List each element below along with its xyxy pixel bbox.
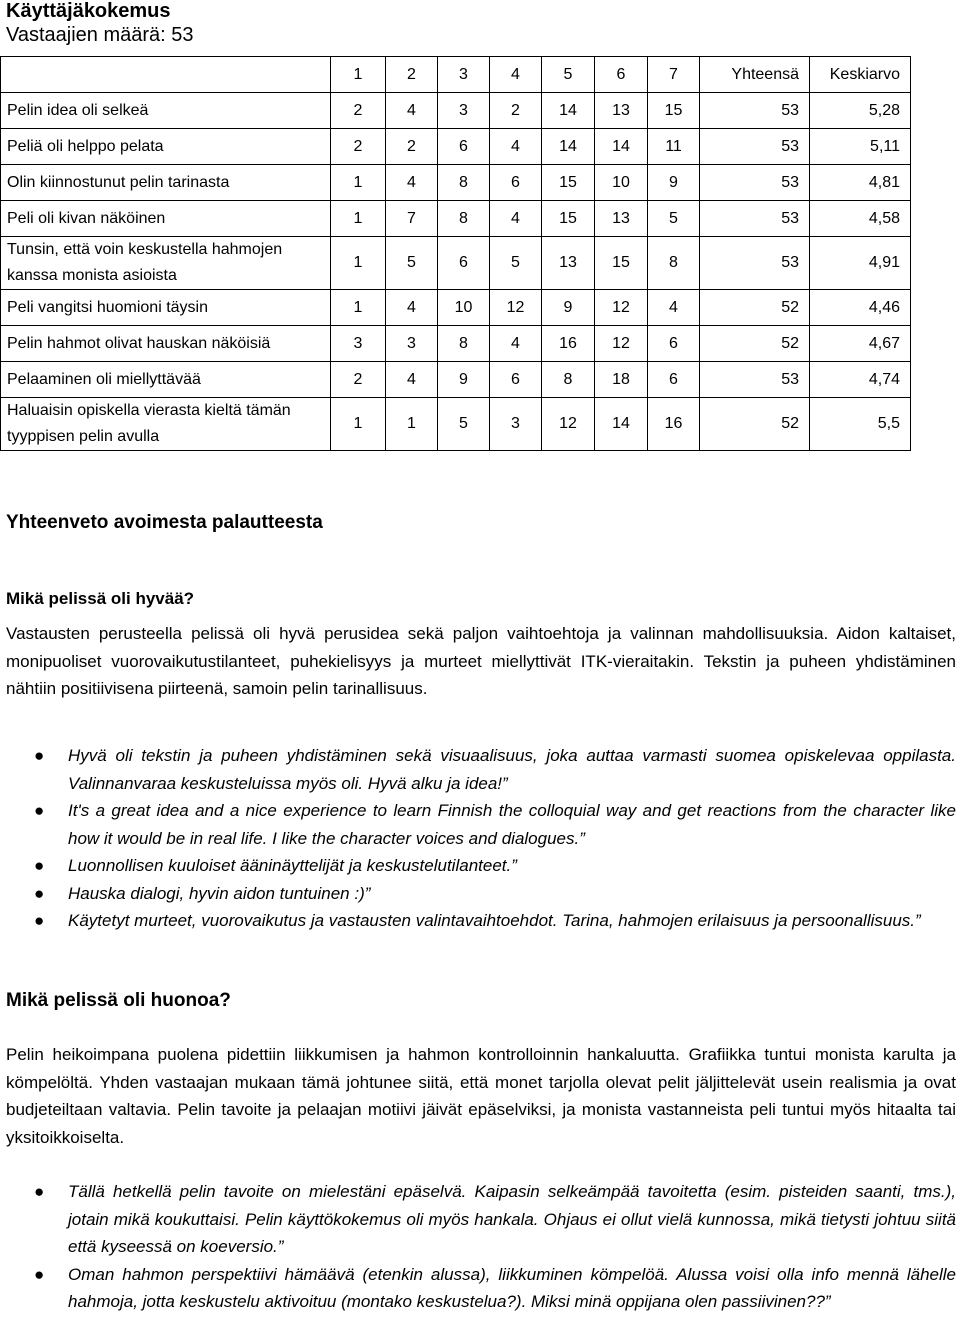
table-row <box>1 129 911 165</box>
good-question-heading: Mikä pelissä oli hyvää? <box>6 589 195 608</box>
quote-list-item <box>0 1178 956 1261</box>
table-row <box>1 93 911 129</box>
header-cell: 6 <box>595 57 648 93</box>
quote-text: Oman hahmon perspektiivi hämäävä (etenkin alussa), liikkuminen kömpelöä. Alussa voisi olla info mennä lähelle hahmoja, jotta keskustelu aktivoituu (montako keskustelua?). Miksi minä oppijana olen passiivinen??” <box>68 1264 956 1311</box>
rating-count-cell: 6 <box>648 326 700 362</box>
rating-count-cell: 15 <box>542 201 595 237</box>
table-header-row <box>1 57 911 93</box>
rating-count-cell: 6 <box>490 165 542 201</box>
rating-count-cell: 5 <box>438 398 490 451</box>
rating-count-cell: 3 <box>331 326 386 362</box>
total-cell: 52 <box>700 398 810 451</box>
bullet-icon: ● <box>34 1264 45 1284</box>
total-cell: 53 <box>700 93 810 129</box>
quote-text: Hauska dialogi, hyvin aidon tuntuinen :)” <box>68 883 371 903</box>
average-cell: 5,11 <box>810 129 911 165</box>
row-label: Tunsin, että voin keskustella hahmojen kanssa monista asioista <box>1 237 331 290</box>
survey-results-table <box>0 56 911 451</box>
average-cell: 4,81 <box>810 165 911 201</box>
quote-list-item <box>0 797 956 852</box>
rating-count-cell: 4 <box>490 129 542 165</box>
rating-count-cell: 8 <box>438 326 490 362</box>
total-cell: 53 <box>700 129 810 165</box>
average-cell: 4,74 <box>810 362 911 398</box>
row-label: Olin kiinnostunut pelin tarinasta <box>1 165 331 201</box>
header-cell: 4 <box>490 57 542 93</box>
table-row <box>1 201 911 237</box>
rating-count-cell: 4 <box>386 165 438 201</box>
average-cell: 4,58 <box>810 201 911 237</box>
rating-count-cell: 9 <box>438 362 490 398</box>
quote-list-item <box>0 880 956 908</box>
rating-count-cell: 5 <box>386 237 438 290</box>
total-cell: 52 <box>700 326 810 362</box>
rating-count-cell: 3 <box>490 398 542 451</box>
rating-count-cell: 6 <box>648 362 700 398</box>
row-label: Pelin idea oli selkeä <box>1 93 331 129</box>
table-row <box>1 290 911 326</box>
rating-count-cell: 14 <box>595 129 648 165</box>
rating-count-cell: 16 <box>648 398 700 451</box>
bullet-icon: ● <box>34 856 45 875</box>
rating-count-cell: 9 <box>648 165 700 201</box>
rating-count-cell: 10 <box>595 165 648 201</box>
table-body <box>1 93 911 451</box>
row-label: Peliä oli helppo pelata <box>1 129 331 165</box>
header-cell: Yhteensä <box>700 57 810 93</box>
row-label: Pelaaminen oli miellyttävää <box>1 362 331 398</box>
rating-count-cell: 13 <box>595 201 648 237</box>
rating-count-cell: 10 <box>438 290 490 326</box>
table-row <box>1 237 911 290</box>
rating-count-cell: 13 <box>542 237 595 290</box>
rating-count-cell: 1 <box>386 398 438 451</box>
good-quotes-list <box>0 742 956 935</box>
rating-count-cell: 12 <box>595 290 648 326</box>
average-cell: 4,91 <box>810 237 911 290</box>
rating-count-cell: 5 <box>648 201 700 237</box>
quote-list-item <box>0 742 956 797</box>
rating-count-cell: 6 <box>438 237 490 290</box>
total-cell: 53 <box>700 165 810 201</box>
rating-count-cell: 2 <box>386 129 438 165</box>
rating-count-cell: 2 <box>490 93 542 129</box>
header-cell: 5 <box>542 57 595 93</box>
rating-count-cell: 8 <box>438 201 490 237</box>
rating-count-cell: 8 <box>648 237 700 290</box>
rating-count-cell: 1 <box>331 290 386 326</box>
rating-count-cell: 11 <box>648 129 700 165</box>
total-cell: 53 <box>700 362 810 398</box>
rating-count-cell: 2 <box>331 93 386 129</box>
quote-text: Käytetyt murteet, vuorovaikutus ja vastausten valintavaihtoehdot. Tarina, hahmojen erilaisuus ja persoonallisuus.” <box>68 911 921 930</box>
total-cell: 52 <box>700 290 810 326</box>
header-cell: 2 <box>386 57 438 93</box>
quote-text: Luonnollisen kuuloiset ääninäyttelijät ja keskustelutilanteet.” <box>68 856 517 875</box>
rating-count-cell: 1 <box>331 165 386 201</box>
rating-count-cell: 18 <box>595 362 648 398</box>
bullet-icon: ● <box>34 911 45 930</box>
rating-count-cell: 6 <box>490 362 542 398</box>
average-cell: 5,28 <box>810 93 911 129</box>
average-cell: 4,46 <box>810 290 911 326</box>
rating-count-cell: 16 <box>542 326 595 362</box>
rating-count-cell: 5 <box>490 237 542 290</box>
bad-question-heading: Mikä pelissä oli huonoa? <box>6 990 231 1011</box>
rating-count-cell: 9 <box>542 290 595 326</box>
quote-list-item <box>0 1261 956 1316</box>
quote-text: Tällä hetkellä pelin tavoite on mielestäni epäselvä. Kaipasin selkeämpää tavoitetta (esim. pisteiden saanti, tms.), jotain mikä koukuttaisi. Pelin käyttökokemus oli myös hankala. Ohjaus ei ollut vielä kunnossa, mikä tietysti johtuu siitä että kyseessä on koeversio.” <box>68 1182 956 1256</box>
table-row <box>1 362 911 398</box>
quote-text: Hyvä oli tekstin ja puheen yhdistäminen sekä visuaalisuus, joka auttaa varmasti suomea opiskelevaa oppilasta. Valinnanvaraa keskusteluissa myös oli. Hyvä alku ja idea!” <box>68 746 956 793</box>
bullet-icon: ● <box>34 746 45 765</box>
rating-count-cell: 8 <box>438 165 490 201</box>
average-cell: 4,67 <box>810 326 911 362</box>
rating-count-cell: 14 <box>542 93 595 129</box>
rating-count-cell: 3 <box>386 326 438 362</box>
rating-count-cell: 4 <box>386 93 438 129</box>
rating-count-cell: 3 <box>438 93 490 129</box>
rating-count-cell: 4 <box>386 290 438 326</box>
table-row <box>1 398 911 451</box>
rating-count-cell: 15 <box>542 165 595 201</box>
quote-list-item <box>0 907 956 935</box>
average-cell: 5,5 <box>810 398 911 451</box>
rating-count-cell: 4 <box>490 201 542 237</box>
table-row <box>1 165 911 201</box>
good-summary-paragraph: Vastausten perusteella pelissä oli hyvä perusidea sekä paljon vaihtoehtoja ja valinnan mahdollisuuksia. Aidon kaltaiset, monipuoliset vuorovaikutustilanteet, puhekielisyys ja murteet miellyttivät ITK-vieraitakin. Tekstin ja puheen yhdistäminen nähtiin positiivisena piirteenä, samoin pelin tarinallisuus. <box>6 624 956 698</box>
rating-count-cell: 8 <box>542 362 595 398</box>
quote-list-item <box>0 852 956 880</box>
header-cell: Keskiarvo <box>810 57 911 93</box>
rating-count-cell: 12 <box>542 398 595 451</box>
row-label: Pelin hahmot olivat hauskan näköisiä <box>1 326 331 362</box>
table-row <box>1 326 911 362</box>
rating-count-cell: 4 <box>386 362 438 398</box>
row-label: Peli vangitsi huomioni täysin <box>1 290 331 326</box>
bad-summary-paragraph: Pelin heikoimpana puolena pidettiin liikkumisen ja hahmon kontrolloinnin hankaluutta. Grafiikka tuntui monista karulta ja kömpelöltä. Yhden vastaajan mukaan tämä johtunee siitä, että monet tarjolla olevat pelit jäljittelevät usein realismia ja ovat budjeteiltaan valtavia. Pelin tavoite ja pelaajan motiivi jäivät epäselviksi, ja monista vastanneista peli tuntui myös hitaalta tai yksitoikkoiselta. <box>6 1045 956 1147</box>
rating-count-cell: 4 <box>490 326 542 362</box>
rating-count-cell: 12 <box>490 290 542 326</box>
header-cell: 7 <box>648 57 700 93</box>
rating-count-cell: 2 <box>331 129 386 165</box>
header-cell: 1 <box>331 57 386 93</box>
bullet-icon: ● <box>34 883 45 903</box>
rating-count-cell: 15 <box>648 93 700 129</box>
row-label: Haluaisin opiskella vierasta kieltä tämän tyyppisen pelin avulla <box>1 398 331 451</box>
rating-count-cell: 6 <box>438 129 490 165</box>
bullet-icon: ● <box>34 801 45 820</box>
rating-count-cell: 15 <box>595 237 648 290</box>
bad-quotes-list <box>0 1178 956 1316</box>
rating-count-cell: 1 <box>331 237 386 290</box>
header-cell <box>1 57 331 93</box>
summary-title: Yhteenveto avoimesta palautteesta <box>6 512 323 533</box>
rating-count-cell: 4 <box>648 290 700 326</box>
rating-count-cell: 12 <box>595 326 648 362</box>
rating-count-cell: 14 <box>542 129 595 165</box>
rating-count-cell: 14 <box>595 398 648 451</box>
rating-count-cell: 2 <box>331 362 386 398</box>
row-label: Peli oli kivan näköinen <box>1 201 331 237</box>
quote-text: It's a great idea and a nice experience to learn Finnish the colloquial way and get reactions from the character like how it would be in real life. I like the character voices and dialogues.” <box>68 801 956 848</box>
bullet-icon: ● <box>34 1182 45 1201</box>
respondent-count: Vastaajien määrä: 53 <box>6 24 194 46</box>
rating-count-cell: 7 <box>386 201 438 237</box>
header-cell: 3 <box>438 57 490 93</box>
page-title: Käyttäjäkokemus <box>6 0 171 22</box>
rating-count-cell: 1 <box>331 201 386 237</box>
rating-count-cell: 13 <box>595 93 648 129</box>
total-cell: 53 <box>700 201 810 237</box>
rating-count-cell: 1 <box>331 398 386 451</box>
total-cell: 53 <box>700 237 810 290</box>
